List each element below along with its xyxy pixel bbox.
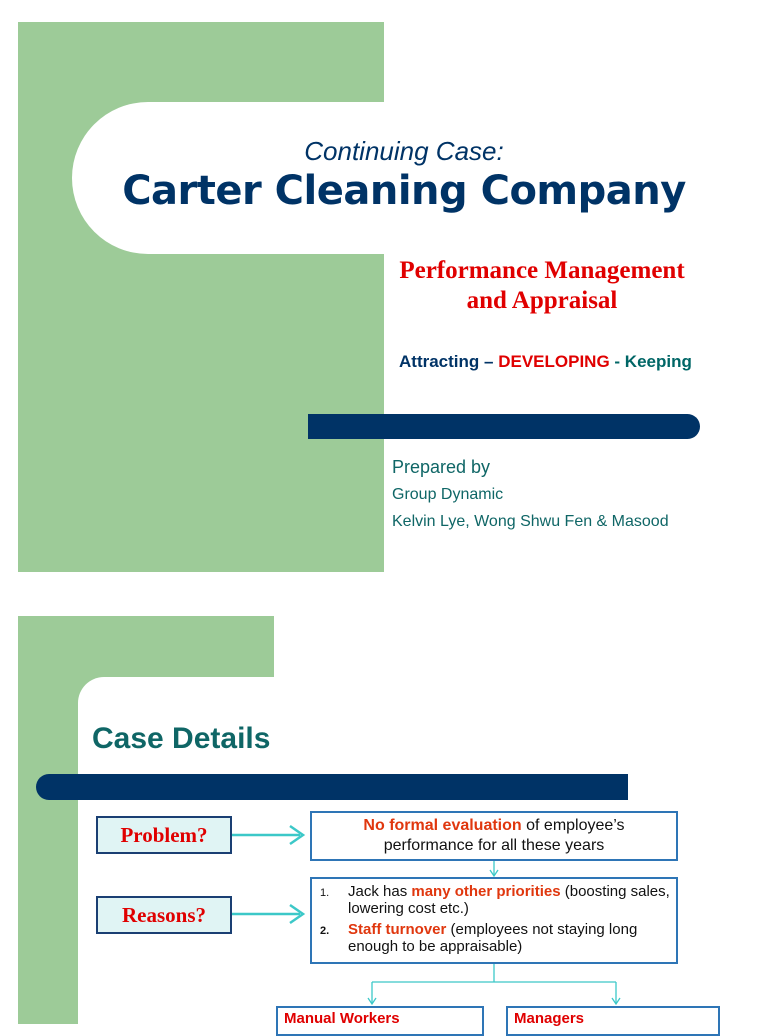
problem-statement-box — [310, 811, 678, 861]
slide1-title: Carter Cleaning Company — [122, 168, 686, 214]
problem-text-line1: of employee’s — [526, 817, 625, 834]
reasons-list-box — [310, 877, 678, 964]
problem-text-line2: performance for all these years — [383, 837, 605, 854]
reason-item — [320, 883, 670, 917]
prepared-by: Prepared by — [392, 457, 491, 477]
reason-prefix: Jack has — [348, 883, 408, 900]
reason-number: 2. — [320, 925, 330, 937]
tagline-keeping: - Keeping — [614, 352, 692, 371]
reasons-label: Reasons? — [96, 896, 232, 934]
problem-highlight: No formal evaluation — [363, 817, 522, 834]
reason-item — [320, 921, 670, 955]
reason-text — [348, 921, 670, 955]
manual-workers-box: Manual Workers — [276, 1006, 484, 1036]
slide1-topic-line2: and Appraisal — [466, 287, 618, 314]
managers-box: Managers — [506, 1006, 720, 1036]
group-name: Group Dynamic — [392, 486, 504, 503]
slide1-divider-bar — [308, 414, 700, 439]
reason-highlight: Staff turnover — [348, 921, 447, 938]
tagline-attracting: Attracting – — [399, 352, 494, 371]
slide1-topic — [384, 256, 700, 316]
slide1-kicker: Continuing Case: — [304, 136, 504, 166]
reason-highlight: many other priorities — [411, 883, 561, 900]
slide2-heading: Case Details — [92, 722, 271, 755]
author-names: Kelvin Lye, Wong Shwu Fen & Masood — [392, 513, 669, 530]
slide2-divider-bar — [36, 774, 628, 800]
reason-number: 1. — [320, 887, 330, 899]
problem-label: Problem? — [96, 816, 232, 854]
reason-text — [348, 883, 670, 917]
slide1-topic-line1: Performance Management — [399, 257, 685, 284]
reason-suffix: (employees not staying long enough to be appraisable) — [348, 921, 638, 955]
reason-suffix: (boosting sales, lowering cost etc.) — [348, 883, 670, 917]
tagline-developing: DEVELOPING — [498, 352, 610, 371]
slide1-tagline — [399, 352, 692, 372]
